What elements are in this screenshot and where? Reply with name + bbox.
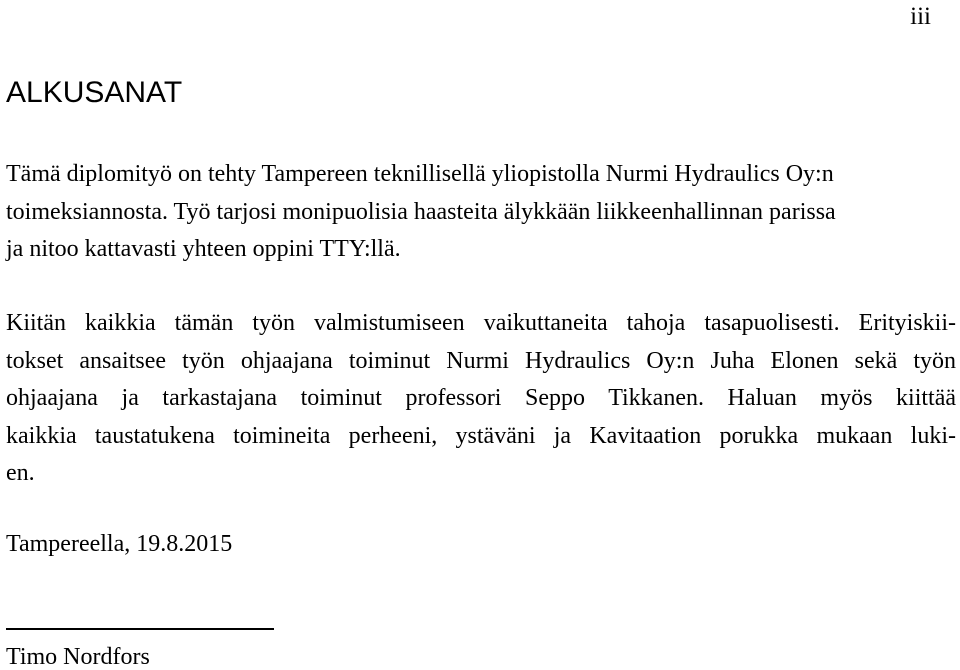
text-line: toimeksiannosta. Työ tarjosi monipuolisia haasteita älykkään liikkeenhallinnan parissa	[6, 198, 836, 225]
text-line: en.	[6, 460, 35, 486]
paragraph-intro	[6, 156, 956, 269]
page-number: iii	[910, 3, 931, 30]
signature-line	[6, 628, 274, 630]
section-heading: ALKUSANAT	[6, 76, 183, 109]
text-line: tokset ansaitsee työn ohjaajana toiminut Nurmi Hydraulics Oy:n Juha Elonen sekä työn	[6, 347, 956, 374]
text-line: kaikkia taustatukena toimineita perheeni, ystäväni ja Kavitaation porukka mukaan luki-	[6, 422, 956, 449]
place-and-date: Tampereella, 19.8.2015	[6, 531, 233, 557]
paragraph-thanks	[6, 305, 956, 493]
text-line: ja nitoo kattavasti yhteen oppini TTY:llä.	[6, 236, 401, 262]
text-line: Tämä diplomityö on tehty Tampereen teknillisellä yliopistolla Nurmi Hydraulics Oy:n	[6, 161, 834, 187]
text-line: Kiitän kaikkia tämän työn valmistumiseen vaikuttaneita tahoja tasapuolisesti. Erityiskii-	[6, 310, 956, 336]
signer-name: Timo Nordfors	[6, 644, 150, 670]
text-line: ohjaajana ja tarkastajana toiminut professori Seppo Tikkanen. Haluan myös kiittää	[6, 385, 956, 411]
